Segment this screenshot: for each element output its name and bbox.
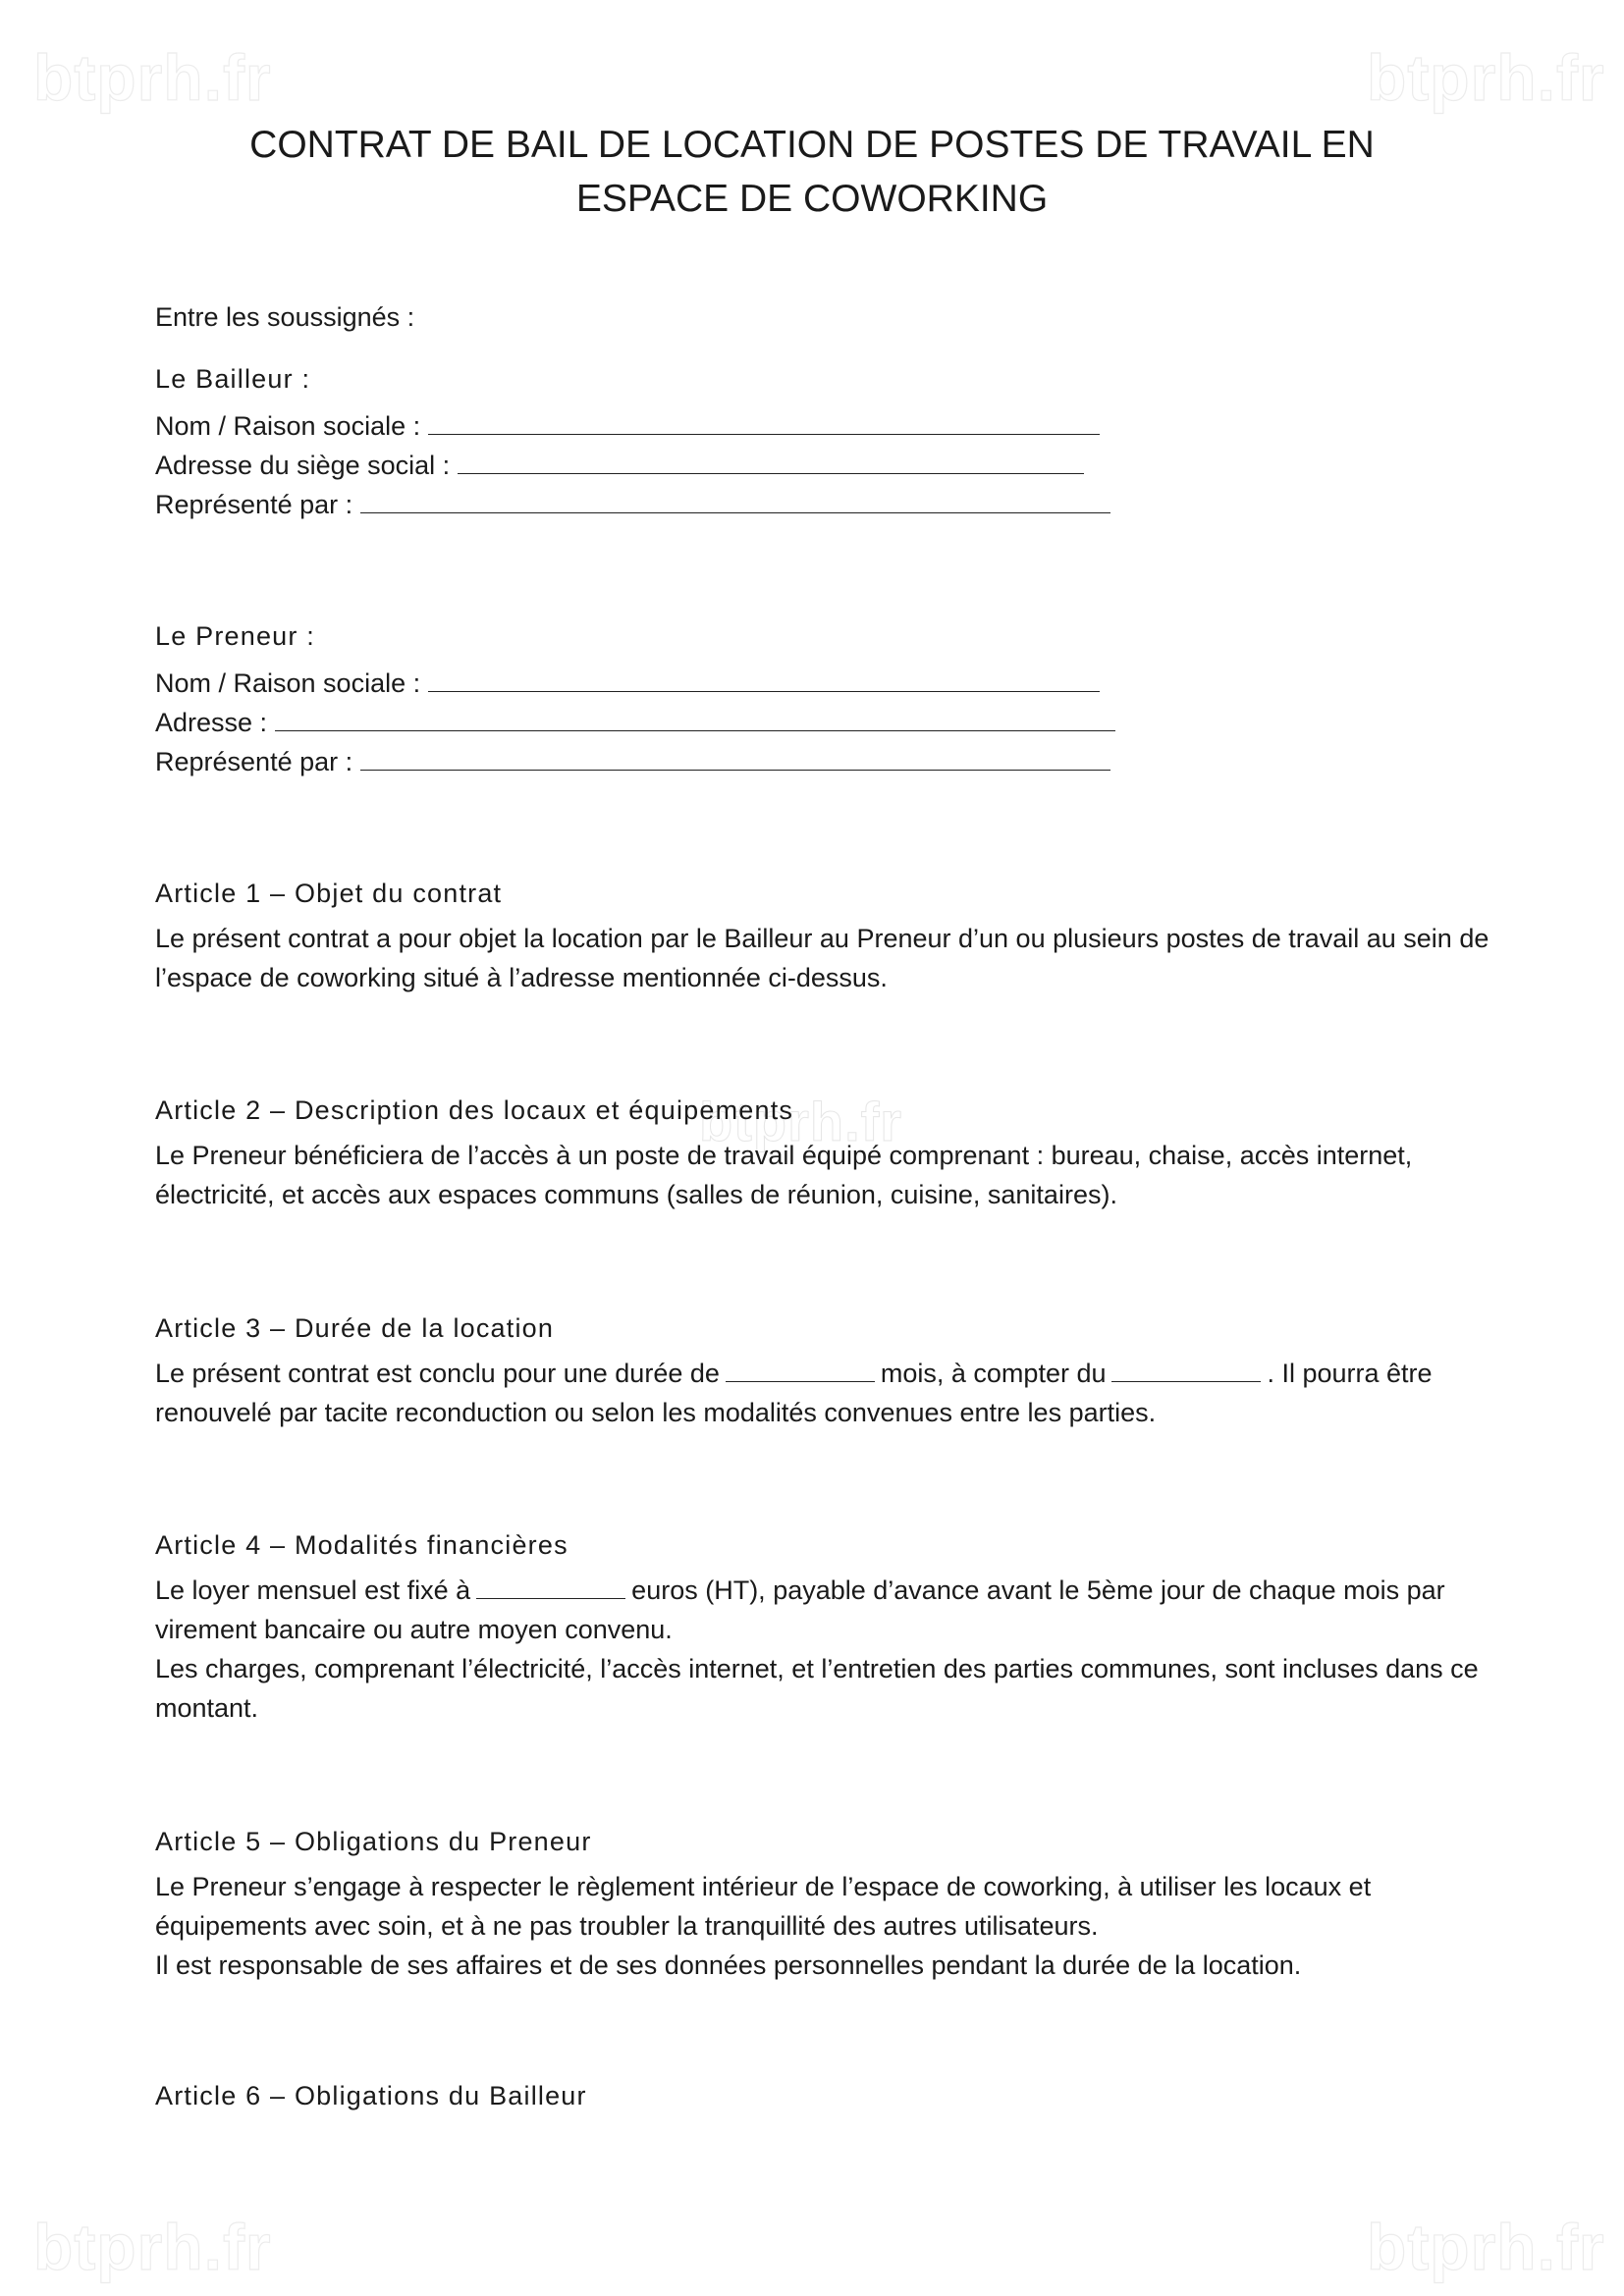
- bailleur-fields: [155, 406, 1490, 524]
- document-title-line-2: ESPACE DE COWORKING: [575, 178, 1049, 220]
- blank-line: [428, 666, 1100, 692]
- article-2-text: Le Preneur bénéficiera de l’accès à un poste de travail équipé comprenant : bureau, chaise, accès internet, électricité, et accès aux espaces communs (salles de réunion, cuisine, sanitaires).: [155, 1141, 1413, 1209]
- article-1-heading: Article 1 – Objet du contrat: [155, 879, 503, 908]
- article-4-text-part-1: Le loyer mensuel est fixé à: [155, 1575, 471, 1605]
- article-1-text: Le présent contrat a pour objet la location par le Bailleur au Preneur d’un ou plusieurs postes de travail au sein de l’espace de coworking situé à l’adresse mentionnée ci-dessus.: [155, 924, 1489, 992]
- field-label: Représenté par :: [155, 490, 353, 519]
- article-6-heading: Article 6 – Obligations du Bailleur: [155, 2081, 587, 2110]
- article-4-text-part-2: euros (HT), payable d’avance avant le 5ème jour de chaque mois par virement bancaire ou autre moyen convenu.: [155, 1575, 1445, 1644]
- field-label: Représenté par :: [155, 747, 353, 776]
- watermark-bottom-left: btprh.fr: [33, 2211, 272, 2283]
- blank-line: [360, 744, 1110, 771]
- article-6: [155, 2076, 1490, 2115]
- bailleur-label: Le Bailleur :: [155, 364, 311, 394]
- bailleur-representative-field: [155, 485, 1490, 524]
- blank-line: [428, 408, 1100, 435]
- preneur-representative-field: [155, 742, 1490, 781]
- document-title-line-1: CONTRAT DE BAIL DE LOCATION DE POSTES DE TRAVAIL EN: [249, 124, 1375, 166]
- blank-line: [458, 448, 1084, 474]
- article-2: [155, 1091, 1490, 1214]
- article-1: [155, 874, 1490, 997]
- watermark-top-left: btprh.fr: [33, 41, 272, 114]
- watermark-bottom-right: btprh.fr: [1367, 2211, 1605, 2283]
- article-3-text: [155, 1354, 1490, 1432]
- article-4-text-2: Les charges, comprenant l’électricité, l’accès internet, et l’entretien des parties communes, sont incluses dans ce montant.: [155, 1654, 1479, 1723]
- field-label: Adresse du siège social :: [155, 451, 451, 480]
- article-3-text-part-1: Le présent contrat est conclu pour une durée de: [155, 1359, 720, 1388]
- article-5-heading: Article 5 – Obligations du Preneur: [155, 1827, 592, 1856]
- watermark-top-right: btprh.fr: [1367, 41, 1605, 114]
- article-5-text-2: Il est responsable de ses affaires et de ses données personnelles pendant la durée de la location.: [155, 1950, 1302, 1980]
- article-3-text-part-2: mois, à compter du: [880, 1359, 1107, 1388]
- field-label: Nom / Raison sociale :: [155, 411, 421, 441]
- article-3: [155, 1308, 1490, 1432]
- preneur-fields: [155, 664, 1490, 781]
- bailleur-name-field: [155, 406, 1490, 446]
- parties-intro: Entre les soussignés :: [155, 302, 415, 332]
- bailleur-section: [155, 359, 1490, 399]
- article-3-heading: Article 3 – Durée de la location: [155, 1313, 555, 1343]
- preneur-label: Le Preneur :: [155, 621, 315, 651]
- article-5: [155, 1822, 1490, 1985]
- article-4-text: [155, 1571, 1490, 1649]
- document-title: [0, 118, 1624, 226]
- preneur-address-field: [155, 703, 1490, 742]
- article-5-text: Le Preneur s’engage à respecter le règlement intérieur de l’espace de coworking, à utiliser les locaux et équipements avec soin, et à ne pas troubler la tranquillité des autres utilisateurs.: [155, 1872, 1372, 1941]
- preneur-section: [155, 616, 1490, 656]
- article-2-heading: Article 2 – Description des locaux et équipements: [155, 1095, 794, 1125]
- article-4-heading: Article 4 – Modalités financières: [155, 1530, 568, 1560]
- duration-blank: [726, 1356, 875, 1382]
- bailleur-address-field: [155, 446, 1490, 485]
- watermark-center: btprh.fr: [699, 1091, 903, 1152]
- field-label: Adresse :: [155, 708, 268, 737]
- preneur-name-field: [155, 664, 1490, 703]
- article-4: [155, 1525, 1490, 1728]
- blank-line: [360, 487, 1110, 513]
- blank-line: [275, 705, 1115, 731]
- start-date-blank: [1111, 1356, 1261, 1382]
- rent-amount-blank: [476, 1573, 625, 1599]
- article-3-text-part-3: . Il pourra être renouvelé par tacite reconduction ou selon les modalités convenues entre les parties.: [155, 1359, 1433, 1427]
- field-label: Nom / Raison sociale :: [155, 668, 421, 698]
